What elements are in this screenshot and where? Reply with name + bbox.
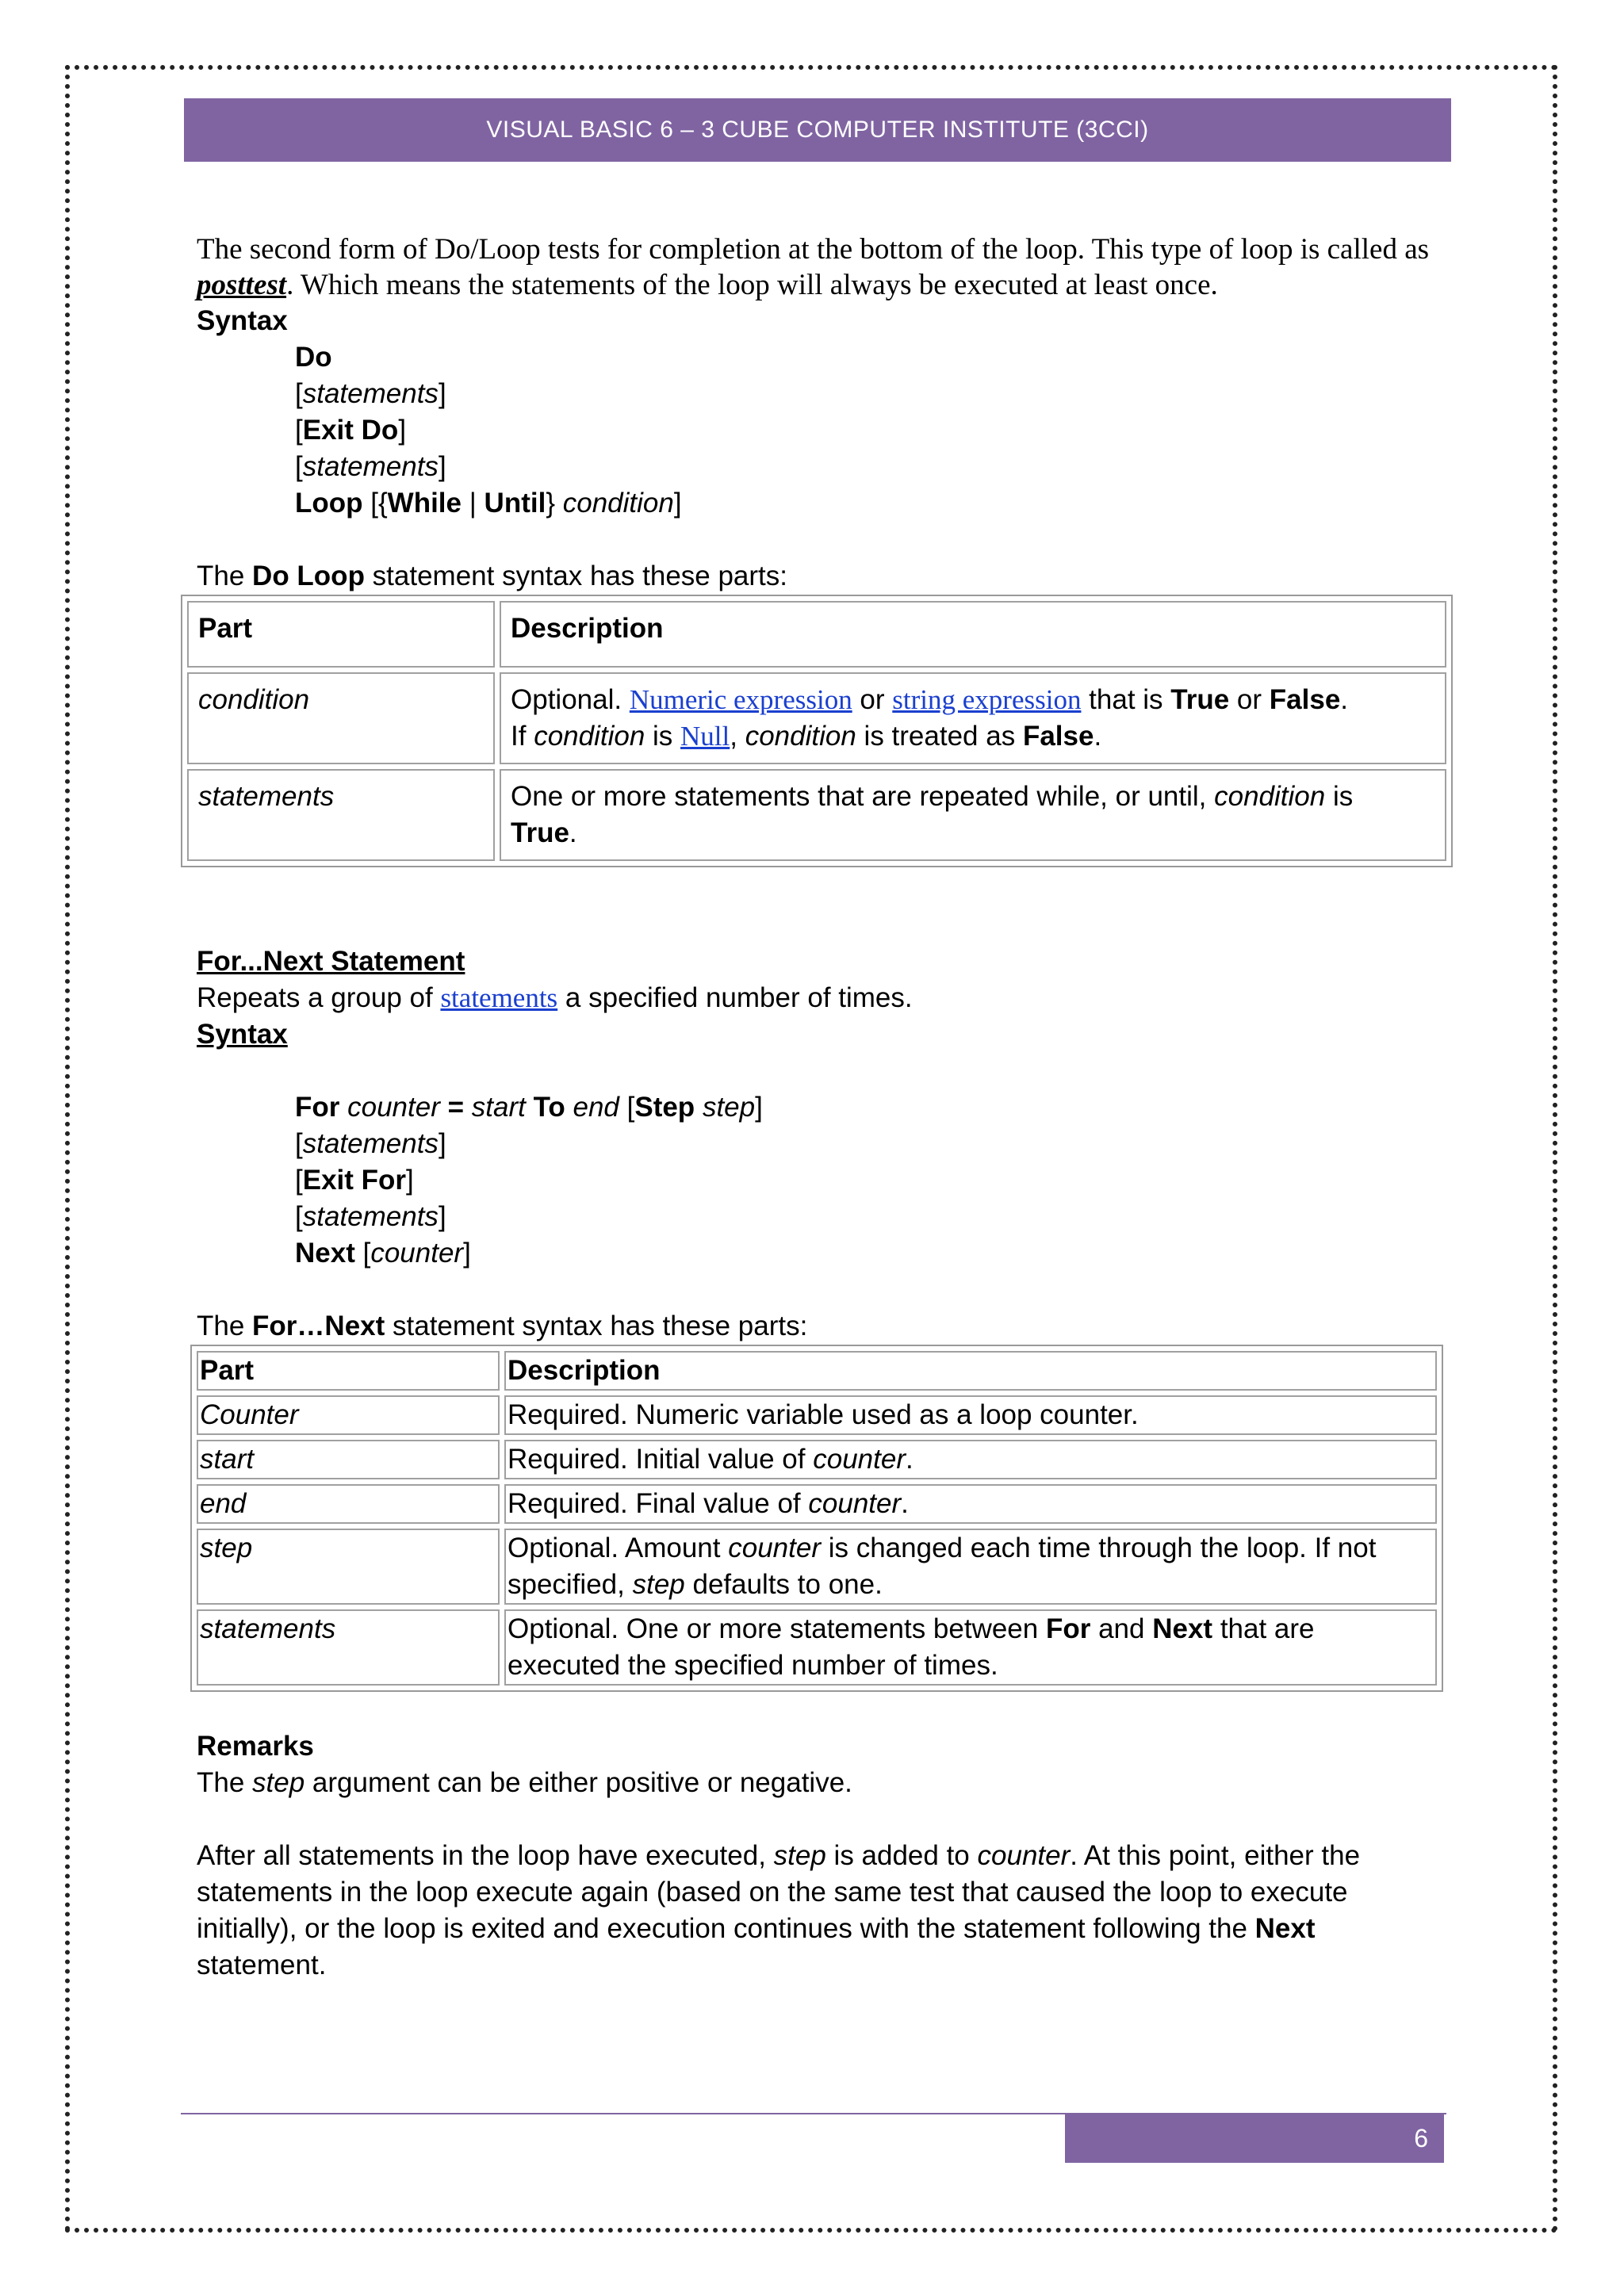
table-row xyxy=(187,769,1446,861)
syntax-line-exit-for: [Exit For] xyxy=(295,1165,414,1196)
table-cell-description: One or more statements that are repeated while, or until, condition is True. xyxy=(500,769,1446,861)
table-cell-description: Required. Initial value of counter. xyxy=(504,1440,1437,1479)
table-cell-description: Optional. One or more statements between For and Next that are executed the specified number of times. xyxy=(504,1609,1437,1686)
table-cell-part: end xyxy=(197,1484,500,1524)
table-header-description: Description xyxy=(504,1351,1437,1391)
numeric-expression-link[interactable]: Numeric expression xyxy=(629,684,852,715)
table-cell-description: Required. Final value of counter. xyxy=(504,1484,1437,1524)
posttest-term: posttest xyxy=(197,269,287,301)
footer-page-box xyxy=(1065,2114,1444,2163)
syntax-line-do: Do xyxy=(295,342,332,373)
table-cell-part: start xyxy=(197,1440,500,1479)
null-link[interactable]: Null xyxy=(680,721,730,752)
intro-text: The second form of Do/Loop tests for completion at the bottom of the loop. This type of loop is called as xyxy=(197,233,1430,266)
table-cell-part: statements xyxy=(187,769,495,861)
table-cell-part: Counter xyxy=(197,1395,500,1435)
for-next-description: Repeats a group of statements a specified number of times. xyxy=(197,982,913,1013)
syntax-line-loop: Loop [{While | Until} condition] xyxy=(295,488,682,519)
table-cell-description: Optional. Numeric expression or string expression that is True or False. If condition is Null, condition is treated as False. xyxy=(500,672,1446,764)
syntax-line-statements: [statements] xyxy=(295,1128,446,1159)
do-loop-parts-table xyxy=(181,595,1453,867)
syntax-line-for: For counter = start To end [Step step] xyxy=(295,1092,763,1123)
page-number: 6 xyxy=(1414,2124,1428,2152)
remarks-paragraph-2: After all statements in the loop have executed, step is added to counter. At this point, either the statements in the loop execute again (based on the same test that caused the loop to execute initially), or the loop is exited and execution continues with the statement following the Next statement. xyxy=(197,1840,1361,1980)
table-row xyxy=(197,1529,1437,1605)
table-cell-part: condition xyxy=(187,672,495,764)
table-cell-description: Required. Numeric variable used as a loop counter. xyxy=(504,1395,1437,1435)
do-syntax-block xyxy=(295,339,1442,522)
table-header-description: Description xyxy=(500,601,1446,668)
table-row xyxy=(197,1484,1437,1524)
intro-paragraph xyxy=(197,232,1434,303)
syntax-line-exit-do: [Exit Do] xyxy=(295,415,407,446)
table-header-row xyxy=(197,1351,1437,1391)
table-cell-part: step xyxy=(197,1529,500,1605)
remarks-paragraph-1: The step argument can be either positive or negative. xyxy=(197,1767,852,1798)
table-cell-part: statements xyxy=(197,1609,500,1686)
page-header xyxy=(184,98,1451,162)
table-row xyxy=(197,1609,1437,1686)
do-parts-intro: The Do Loop statement syntax has these parts: xyxy=(197,561,788,591)
table-row xyxy=(197,1440,1437,1479)
do-syntax-heading: Syntax xyxy=(197,305,288,336)
table-header-row xyxy=(187,601,1446,668)
for-syntax-heading: Syntax xyxy=(197,1019,288,1050)
intro-text-2: . Which means the statements of the loop will always be executed at least once. xyxy=(286,269,1218,301)
syntax-line-statements: [statements] xyxy=(295,378,446,409)
string-expression-link[interactable]: string expression xyxy=(892,684,1082,715)
for-next-title: For...Next Statement xyxy=(197,946,465,977)
syntax-line-statements-2: [statements] xyxy=(295,451,446,482)
syntax-line-statements-2: [statements] xyxy=(295,1201,446,1232)
table-header-part: Part xyxy=(197,1351,500,1391)
table-header-part: Part xyxy=(187,601,495,668)
for-parts-intro: The For…Next statement syntax has these parts: xyxy=(197,1311,808,1341)
syntax-line-next: Next [counter] xyxy=(295,1238,471,1269)
header-title: VISUAL BASIC 6 – 3 CUBE COMPUTER INSTITUTE (3CCI) xyxy=(486,117,1149,143)
page-content xyxy=(197,232,1442,1984)
table-row xyxy=(197,1395,1437,1435)
table-row xyxy=(187,672,1446,764)
statements-link[interactable]: statements xyxy=(440,982,558,1013)
for-next-parts-table xyxy=(190,1345,1443,1692)
table-cell-description: Optional. Amount counter is changed each time through the loop. If not specified, step defaults to one. xyxy=(504,1529,1437,1605)
remarks-heading: Remarks xyxy=(197,1731,314,1762)
for-syntax-block xyxy=(295,1089,1442,1272)
